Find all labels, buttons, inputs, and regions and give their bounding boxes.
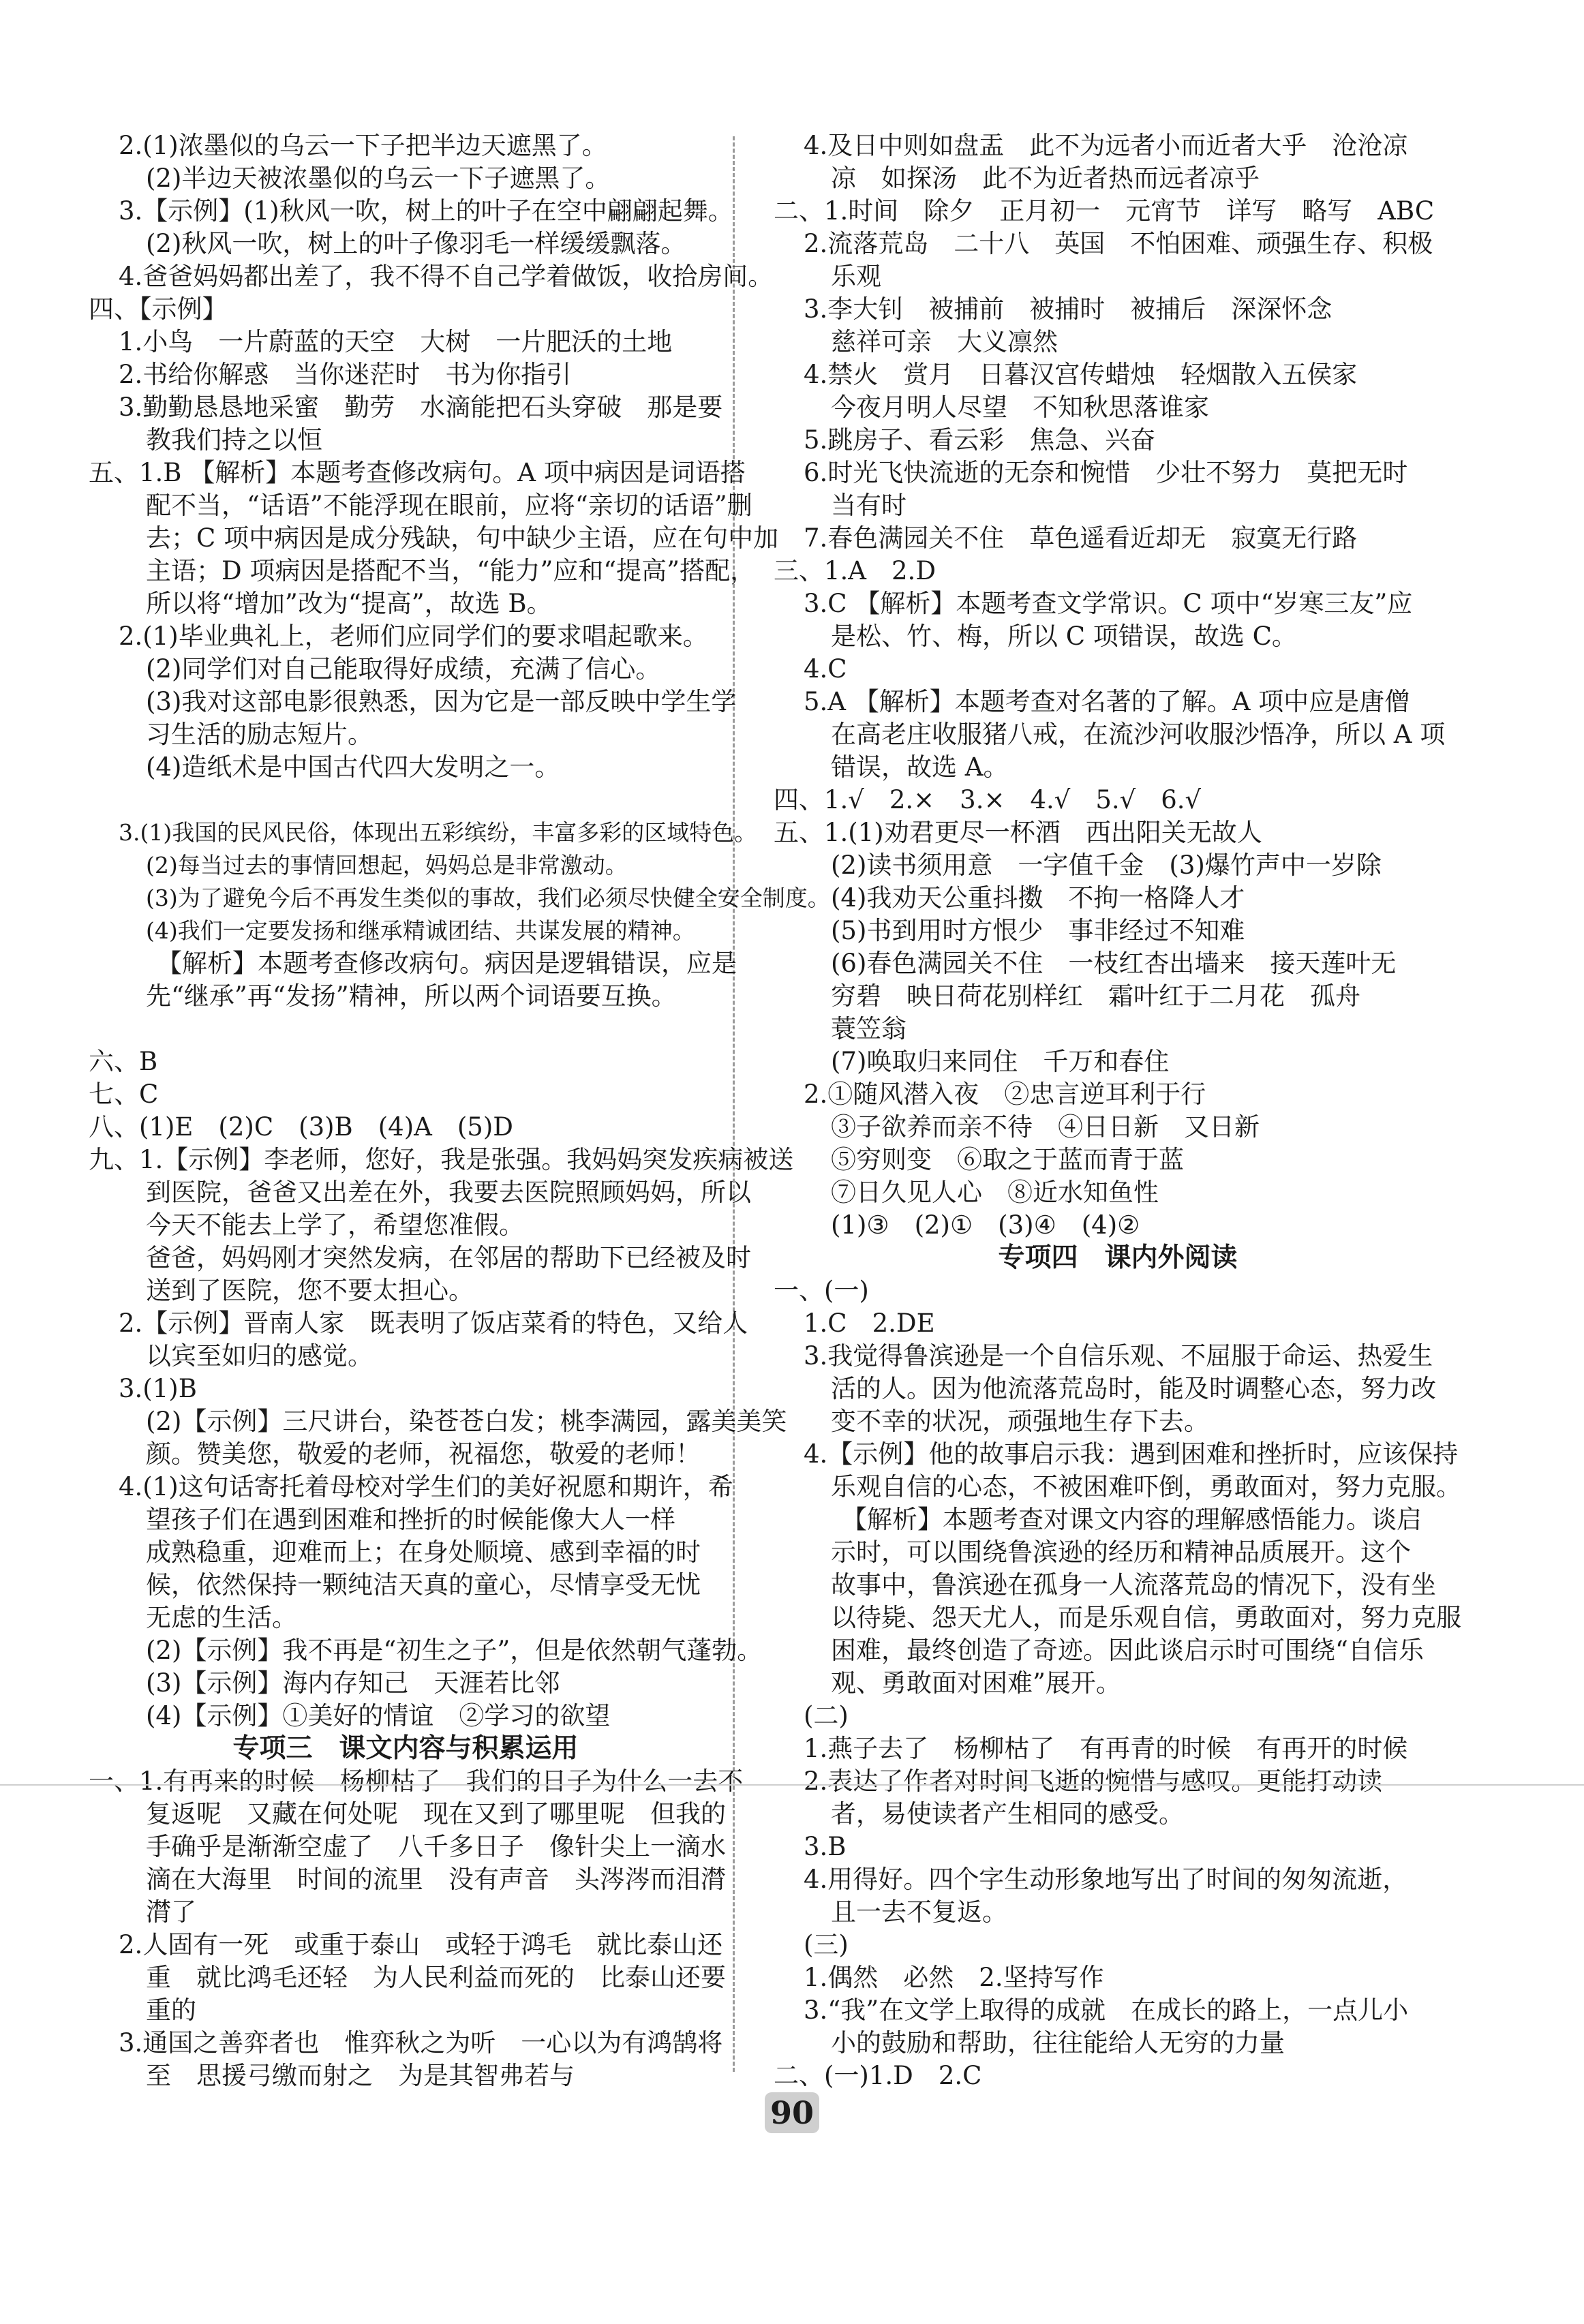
answer-line: 4.(1)这句话寄托着母校对学生们的美好祝愿和期许，希	[119, 1472, 733, 1501]
answer-line: 3.通国之善弈者也 惟弈秋之为听 一心以为有鸿鹄将	[119, 2028, 723, 2058]
answer-line: 四、1.√ 2.× 3.× 4.√ 5.√ 6.√	[774, 785, 1202, 814]
answer-line: (6)春色满园关不住 一枝红杏出墙来 接天莲叶无	[831, 949, 1397, 978]
answer-line: 八、(1)E (2)C (3)B (4)A (5)D	[89, 1112, 513, 1142]
answer-line: 六、B	[89, 1047, 158, 1076]
answer-line	[89, 784, 722, 816]
answer-line: 5.A 【解析】本题考查对名著的了解。A 项中应是唐僧	[804, 687, 1410, 716]
answer-line: (4)我们一定要发扬和继承精诚团结、共谋发展的精神。	[146, 917, 695, 944]
scan-line	[0, 1784, 1584, 1786]
answer-line: 1.燕子去了 杨柳枯了 有再青的时候 有再开的时候	[804, 1734, 1408, 1763]
answer-line: 3.李大钊 被捕前 被捕时 被捕后 深深怀念	[804, 294, 1332, 324]
answer-line: 五、1.(1)劝君更尽一杯酒 西出阳关无故人	[774, 818, 1262, 847]
answer-line: 2.人固有一死 或重于泰山 或轻于鸿毛 就比泰山还	[119, 1930, 723, 1959]
answer-line: 活的人。因为他流落荒岛时，能及时调整心态，努力改	[831, 1374, 1436, 1403]
answer-line: 配不当，“话语”不能浮现在眼前，应将“亲切的话语”删	[146, 491, 752, 520]
answer-line: 且一去不复返。	[831, 1897, 1007, 1927]
answer-line	[89, 1013, 722, 1045]
answer-line: 4.爸爸妈妈都出差了，我不得不自己学着做饭，收拾房间。	[119, 262, 774, 291]
answer-line: 去；C 项中病因是成分残缺，句中缺少主语，应在句中加	[146, 523, 779, 553]
answer-line: 错误，故选 A。	[831, 752, 1009, 782]
answer-line: 4.用得好。四个字生动形象地写出了时间的匆匆流逝，	[804, 1865, 1408, 1894]
answer-line: 所以将“增加”改为“提高”，故选 B。	[146, 589, 552, 618]
answer-line: 颜。赞美您，敬爱的老师，祝福您，敬爱的老师！	[146, 1439, 701, 1469]
answer-line: 3.(1)B	[119, 1374, 197, 1403]
answer-line: (5)书到用时方恨少 事非经过不知难	[831, 916, 1245, 945]
answer-line: 5.跳房子、看云彩 焦急、兴奋	[804, 425, 1156, 455]
answer-line: 凉 如探汤 此不为近者热而远者凉乎	[831, 164, 1260, 193]
answer-line: 今夜月明人尽望 不知秋思落谁家	[831, 393, 1209, 422]
answer-line: (3)为了避免今后不再发生类似的事故，我们必须尽快健全安全制度。	[146, 885, 830, 911]
answer-line: 者，易使读者产生相同的感受。	[831, 1799, 1184, 1829]
answer-line: (2)每当过去的事情回想起，妈妈总是非常激动。	[146, 852, 628, 878]
answer-line: 4.禁火 赏月 日暮汉宫传蜡烛 轻烟散入五侯家	[804, 360, 1358, 389]
right-column	[774, 129, 1462, 2092]
answer-line: 2.表达了作者对时间飞逝的惋惜与感叹。更能打动读	[804, 1767, 1383, 1796]
answer-line: 【解析】本题考查修改病句。病因是逻辑错误，应是	[157, 949, 737, 978]
answer-line: 3.B	[804, 1832, 847, 1861]
answer-line: 3.C 【解析】本题考查文学常识。C 项中“岁寒三友”应	[804, 589, 1413, 618]
answer-line: 4.C	[804, 654, 847, 684]
answer-line: 困难，最终创造了奇迹。因此谈启示时可围绕“自信乐	[831, 1636, 1424, 1665]
answer-line: (1)③ (2)① (3)④ (4)②	[831, 1210, 1140, 1240]
answer-line: 6.时光飞快流逝的无奈和惋惜 少壮不努力 莫把无时	[804, 458, 1408, 487]
answer-line: 到医院，爸爸又出差在外，我要去医院照顾妈妈，所以	[146, 1178, 751, 1207]
answer-line: 一、(一)	[774, 1276, 869, 1305]
answer-line: 变不幸的状况，顽强地生存下去。	[831, 1407, 1209, 1436]
answer-line: 重 就比鸿毛还轻 为人民利益而死的 比泰山还要	[146, 1963, 726, 1992]
answer-line: 二、(一)1.D 2.C	[774, 2061, 982, 2090]
answer-line: 【解析】本题考查对课文内容的理解感悟能力。谈启	[842, 1505, 1422, 1534]
answer-line: (2)读书须用意 一字值千金 (3)爆竹声中一岁除	[831, 851, 1382, 880]
answer-line: 观、勇敢面对困难”展开。	[831, 1668, 1121, 1698]
answer-line: ⑤穷则变 ⑥取之于蓝而青于蓝	[831, 1145, 1184, 1174]
answer-line: (二)	[804, 1701, 849, 1730]
answer-line: 乐观	[831, 262, 881, 291]
answer-line: 4.【示例】他的故事启示我：遇到困难和挫折时，应该保持	[804, 1439, 1459, 1469]
answer-line: 1.偶然 必然 2.坚持写作	[804, 1963, 1104, 1992]
answer-line: (2)【示例】我不再是“初生之子”，但是依然朝气蓬勃。	[146, 1636, 763, 1665]
answer-line: 今天不能去上学了，希望您准假。	[146, 1210, 524, 1240]
answer-line: 3.我觉得鲁滨逊是一个自信乐观、不屈服于命运、热爱生	[804, 1341, 1433, 1371]
answer-line: 一、1.有再来的时候 杨柳枯了 我们的日子为什么一去不	[89, 1767, 744, 1796]
answer-line: 七、C	[89, 1080, 159, 1109]
answer-line: 3.勤勤恳恳地采蜜 勤劳 水滴能把石头穿破 那是要	[119, 393, 723, 422]
answer-line: (7)唤取归来同住 千万和春住	[831, 1047, 1170, 1076]
answer-line: 以宾至如归的感觉。	[146, 1341, 373, 1371]
answer-line: 3.【示例】(1)秋风一吹，树上的叶子在空中翩翩起舞。	[119, 196, 733, 226]
answer-line: 潸了	[146, 1897, 196, 1927]
answer-line: 习生活的励志短片。	[146, 720, 373, 749]
answer-line: 先“继承”再“发扬”精神，所以两个词语要互换。	[146, 981, 677, 1011]
answer-line: 成熟稳重，迎难而上；在身处顺境、感到幸福的时	[146, 1538, 701, 1567]
answer-line: (4)我劝天公重抖擞 不拘一格降人才	[831, 883, 1245, 913]
answer-line: 当有时	[831, 491, 907, 520]
answer-line: 手确乎是渐渐空虚了 八千多日子 像针尖上一滴水	[146, 1832, 726, 1861]
answer-line: 2.(1)毕业典礼上，老师们应同学们的要求唱起歌来。	[119, 622, 708, 651]
answer-line: 主语；D 项病因是搭配不当，“能力”应和“提高”搭配，	[146, 556, 756, 585]
answer-line: 1.小鸟 一片蔚蓝的天空 大树 一片肥沃的土地	[119, 327, 673, 356]
answer-line: 望孩子们在遇到困难和挫折的时候能像大人一样	[146, 1505, 675, 1534]
answer-line: 教我们持之以恒	[146, 425, 322, 455]
answer-line: 示时，可以围绕鲁滨逊的经历和精神品质展开。这个	[831, 1538, 1411, 1567]
answer-line: ⑦日久见人心 ⑧近水知鱼性	[831, 1178, 1159, 1207]
answer-line: 3.“我”在文学上取得的成就 在成长的路上，一点儿小	[804, 1996, 1409, 2025]
answer-line: 候，依然保持一颗纯洁天真的童心，尽情享受无忧	[146, 1570, 701, 1600]
answer-line: 2.(1)浓墨似的乌云一下子把半边天遮黑了。	[119, 131, 607, 160]
answer-line: 无虑的生活。	[146, 1603, 297, 1632]
answer-line: 2.【示例】晋南人家 既表明了饭店菜肴的特色，又给人	[119, 1309, 748, 1338]
answer-line: 是松、竹、梅，所以 C 项错误，故选 C。	[831, 622, 1297, 651]
answer-line: (2)半边天被浓墨似的乌云一下子遮黑了。	[146, 164, 611, 193]
answer-line: 蓑笠翁	[831, 1014, 907, 1043]
answer-line: 爸爸，妈妈刚才突然发病，在邻居的帮助下已经被及时	[146, 1243, 751, 1272]
answer-line: (4)【示例】①美好的情谊 ②学习的欲望	[146, 1701, 611, 1730]
answer-line: (3)我对这部电影很熟悉，因为它是一部反映中学生学	[146, 687, 737, 716]
answer-line: 4.及日中则如盘盂 此不为远者小而近者大乎 沧沧凉	[804, 131, 1408, 160]
answer-line: 乐观自信的心态，不被困难吓倒，勇敢面对，努力克服。	[831, 1472, 1461, 1501]
answer-line: 复返呢 又藏在何处呢 现在又到了哪里呢 但我的	[146, 1799, 726, 1829]
answer-line: 五、1.B 【解析】本题考查修改病句。A 项中病因是词语搭	[89, 458, 746, 487]
answer-line: 2.流落荒岛 二十八 英国 不怕困难、顽强生存、积极	[804, 229, 1433, 258]
answer-line: (2)同学们对自己能取得好成绩，充满了信心。	[146, 654, 661, 684]
answer-line: 二、1.时间 除夕 正月初一 元宵节 详写 略写 ABC	[774, 196, 1435, 226]
answer-line: 慈祥可亲 大义凛然	[831, 327, 1058, 356]
answer-line: 3.(1)我国的民风民俗，体现出五彩缤纷，丰富多彩的区域特色。	[119, 819, 757, 846]
answer-line: ③子欲养而亲不待 ④日日新 又日新	[831, 1112, 1260, 1142]
section-heading: 专项四 课内外阅读	[998, 1242, 1238, 1273]
answer-line: 在高老庄收服猪八戒，在流沙河收服沙悟净，所以 A 项	[831, 720, 1446, 749]
answer-line: (2)【示例】三尺讲台，染苍苍白发；桃李满园，露美美笑	[146, 1407, 787, 1436]
answer-line: 九、1.【示例】李老师，您好，我是张强。我妈妈突发疾病被送	[89, 1145, 794, 1174]
section-heading: 专项三 课文内容与积累运用	[232, 1733, 579, 1764]
answer-line: (4)造纸术是中国古代四大发明之一。	[146, 752, 560, 782]
answer-line: 2.书给你解惑 当你迷茫时 书为你指引	[119, 360, 572, 389]
answer-line: 7.春色满园关不住 草色遥看近却无 寂寞无行路	[804, 523, 1358, 553]
page-number: 90	[765, 2092, 819, 2133]
answer-line: 小的鼓励和帮助，往往能给人无穷的力量	[831, 2028, 1285, 2058]
answer-line: (3)【示例】海内存知己 天涯若比邻	[146, 1668, 560, 1698]
answer-line: (2)秋风一吹，树上的叶子像羽毛一样缓缓飘落。	[146, 229, 686, 258]
answer-line: 三、1.A 2.D	[774, 556, 936, 585]
answer-line: 2.①随风潜入夜 ②忠言逆耳利于行	[804, 1080, 1206, 1109]
answer-line: 故事中，鲁滨逊在孤身一人流落荒岛的情况下，没有坐	[831, 1570, 1436, 1600]
answer-line: 至 思援弓缴而射之 为是其智弗若与	[146, 2061, 575, 2090]
answer-line: 以待毙、怨天尤人，而是乐观自信，勇敢面对，努力克服	[831, 1603, 1461, 1632]
answer-line: 穷碧 映日荷花别样红 霜叶红于二月花 孤舟	[831, 981, 1360, 1011]
answer-line: 送到了医院，您不要太担心。	[146, 1276, 474, 1305]
answer-line: 滴在大海里 时间的流里 没有声音 头涔涔而泪潸	[146, 1865, 726, 1894]
answer-line: 重的	[146, 1996, 196, 2025]
answer-line: 四、【示例】	[89, 294, 228, 324]
answer-line: (三)	[804, 1930, 849, 1959]
answer-line: 1.C 2.DE	[804, 1309, 935, 1338]
